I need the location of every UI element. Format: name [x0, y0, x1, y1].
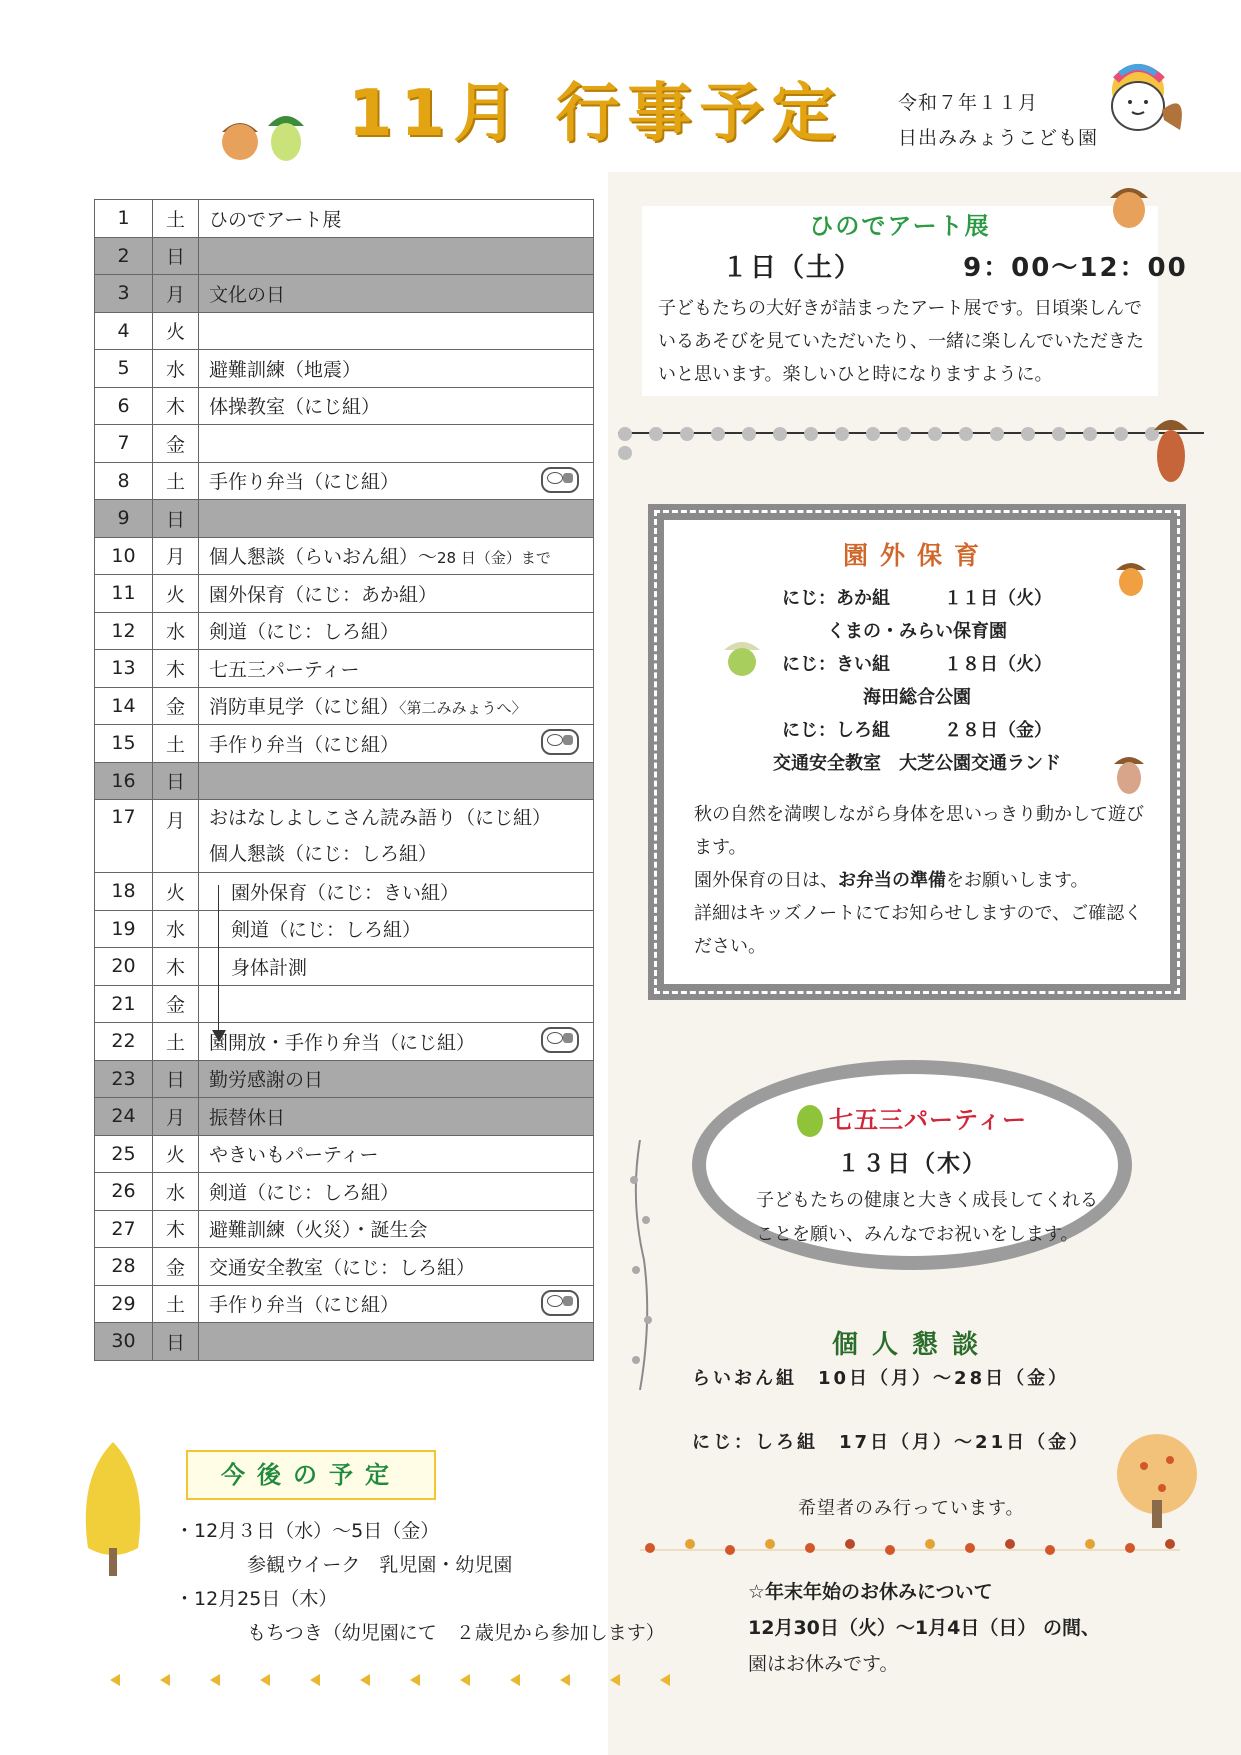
acorn-icon — [1114, 556, 1148, 596]
calendar-event-text: 避難訓練（地震） — [209, 358, 362, 381]
calendar-day: 11 — [95, 575, 153, 613]
calendar-event — [199, 1285, 594, 1323]
calendar-event — [199, 1323, 594, 1361]
calendar-weekday: 金 — [153, 985, 199, 1023]
calendar-event-text-2: 個人懇談（にじ：しろ組） — [209, 843, 438, 865]
calendar-row — [95, 985, 594, 1023]
bento-box-icon — [541, 467, 579, 493]
calendar-day: 14 — [95, 687, 153, 725]
calendar-event — [199, 725, 594, 763]
calendar-row — [95, 800, 594, 873]
calendar-weekday: 水 — [153, 910, 199, 948]
calendar-event-text: 剣道（にじ：しろ組） — [209, 1181, 400, 1204]
calendar-day: 28 — [95, 1248, 153, 1286]
acorn-icon — [1112, 750, 1146, 794]
calendar-event-text: 園外保育（にじ：きい組） — [231, 881, 460, 904]
calendar-event-text: 交通安全教室（にじ：しろ組） — [209, 1256, 476, 1279]
year-end-dates: 12月30日（火）～1月4日（日） — [748, 1617, 1037, 1639]
calendar-weekday: 土 — [153, 1023, 199, 1061]
calendar-event-text: 園開放・手作り弁当（にじ組） — [209, 1031, 476, 1054]
arrow-line — [218, 885, 219, 1033]
calendar-event-text: 個人懇談（らいおん組）～ — [209, 546, 438, 569]
calendar-weekday: 月 — [153, 275, 199, 313]
calendar-event-text: 七五三パーティー — [209, 658, 360, 681]
calendar-event-text: ひのでアート展 — [209, 208, 342, 231]
calendar-day: 22 — [95, 1023, 153, 1061]
future-plans-heading: 今後の予定 — [186, 1450, 436, 1500]
calendar-event-text: 消防車見学（にじ組） — [209, 696, 400, 719]
calendar-day: 25 — [95, 1135, 153, 1173]
calendar-day: 20 — [95, 948, 153, 986]
calendar-weekday: 月 — [153, 537, 199, 575]
calendar-day: 26 — [95, 1173, 153, 1211]
calendar-day: 3 — [95, 275, 153, 313]
calendar-event — [199, 1098, 594, 1136]
calendar-weekday: 日 — [153, 762, 199, 800]
calendar-weekday: 木 — [153, 1210, 199, 1248]
calendar-row — [95, 687, 594, 725]
calendar-weekday: 火 — [153, 575, 199, 613]
calendar-row — [95, 1173, 594, 1211]
calendar-event — [199, 425, 594, 463]
calendar-event-text: 振替休日 — [209, 1106, 286, 1129]
calendar-event — [199, 350, 594, 388]
outing-text-2a: 園外保育の日は、 — [694, 870, 838, 891]
calendar-day: 23 — [95, 1060, 153, 1098]
calendar-row — [95, 1323, 594, 1361]
calendar-row — [95, 762, 594, 800]
bento-box-icon — [541, 729, 579, 755]
calendar-event-text: 手作り弁当（にじ組） — [209, 733, 400, 756]
calendar-day: 21 — [95, 985, 153, 1023]
art-heading: ひのでアート展 — [809, 212, 991, 240]
calendar-row — [95, 873, 594, 911]
calendar-event-text: 文化の日 — [209, 283, 286, 306]
calendar-event-text: 勤労感謝の日 — [209, 1069, 324, 1092]
calendar-event — [199, 873, 594, 911]
future-item-2-text: もちつき（幼児園にて ２歳児から参加します） — [247, 1622, 665, 1644]
calendar-event — [199, 650, 594, 688]
bento-box-icon — [541, 1027, 579, 1053]
calendar-row — [95, 425, 594, 463]
calendar-weekday: 日 — [153, 1060, 199, 1098]
calendar-row — [95, 200, 594, 238]
calendar-day: 24 — [95, 1098, 153, 1136]
shichigosan-date: １３日（木） — [837, 1151, 987, 1177]
conference-note: 希望者のみ行っています。 — [798, 1498, 1025, 1519]
future-item-1-date: ・12月３日（水）～5日（金） — [175, 1520, 440, 1542]
outing-line: 海田総合公園 — [863, 687, 971, 708]
calendar-event — [199, 1173, 594, 1211]
calendar-row — [95, 910, 594, 948]
calendar-row — [95, 725, 594, 763]
calendar-day: 18 — [95, 873, 153, 911]
shichigosan-description: 子どもたちの健康と大きく成長してくれることを願い、みんなでお祝いをします。 — [756, 1190, 1098, 1245]
calendar-event — [199, 237, 594, 275]
calendar-event — [199, 800, 594, 873]
calendar-row — [95, 1060, 594, 1098]
calendar-event-note: 28 日（金）まで — [437, 549, 551, 568]
acorn-icon — [1104, 176, 1154, 230]
calendar-weekday: 木 — [153, 650, 199, 688]
leaf-garland-icons — [640, 1534, 1180, 1564]
acorn-icon — [797, 1105, 823, 1137]
outing-line: 交通安全教室 大芝公園交通ランド — [773, 753, 1061, 774]
calendar-weekday: 金 — [153, 687, 199, 725]
art-description: 子どもたちの大好きが詰まったアート展です。日頃楽しんでいるあそびを見ていただいたり、一緒に楽しんでいただきたいと思います。楽しいひと時になりますように。 — [658, 298, 1144, 385]
calendar-row — [95, 948, 594, 986]
calendar-row — [95, 1248, 594, 1286]
ginkgo-garland — [104, 1670, 714, 1690]
calendar-weekday: 土 — [153, 200, 199, 238]
year-end-suffix: の間、 — [1042, 1617, 1100, 1639]
calendar-day: 13 — [95, 650, 153, 688]
calendar-day: 16 — [95, 762, 153, 800]
future-plans-list — [175, 1514, 665, 1650]
calendar-event-text: やきいもパーティー — [209, 1144, 379, 1167]
calendar-row — [95, 537, 594, 575]
calendar-row — [95, 462, 594, 500]
calendar-day: 12 — [95, 612, 153, 650]
calendar-event — [199, 537, 594, 575]
calendar-event — [199, 1135, 594, 1173]
ginkgo-tree-icon — [78, 1438, 148, 1578]
calendar-event-text: おはなしよしこさん読み語り（にじ組） — [209, 807, 552, 829]
calendar-event — [199, 312, 594, 350]
calendar-event — [199, 200, 594, 238]
art-date: １日（土） — [722, 253, 863, 283]
calendar-day: 9 — [95, 500, 153, 538]
calendar-day: 19 — [95, 910, 153, 948]
year-end-notice — [748, 1574, 1100, 1682]
conference-section — [832, 1324, 992, 1361]
calendar-event — [199, 1248, 594, 1286]
calendar-day: 27 — [95, 1210, 153, 1248]
art-datetime — [642, 247, 1188, 284]
calendar-row — [95, 650, 594, 688]
issue-date: 令和７年１１月 — [898, 92, 1039, 114]
calendar-row — [95, 1135, 594, 1173]
calendar-day: 5 — [95, 350, 153, 388]
art-exhibition-section — [642, 206, 1188, 396]
calendar-row — [95, 612, 594, 650]
calendar-event — [199, 1210, 594, 1248]
calendar-weekday: 土 — [153, 725, 199, 763]
calendar-event-text: 身体計測 — [231, 956, 308, 979]
outing-description — [694, 798, 1148, 963]
calendar-event-text: 手作り弁当（にじ組） — [209, 471, 400, 494]
issue-info — [898, 86, 1098, 156]
art-time: 9：00～12：00 — [963, 253, 1188, 283]
outing-section — [648, 504, 1186, 1000]
conference-heading: 個人懇談 — [832, 1330, 993, 1360]
calendar-day: 17 — [95, 800, 153, 873]
calendar-weekday: 水 — [153, 612, 199, 650]
outing-text-1: 秋の自然を満喫しながら身体を思いっきり動かして遊びます。 — [694, 804, 1144, 858]
calendar-day: 7 — [95, 425, 153, 463]
calendar-row — [95, 1285, 594, 1323]
calendar-row — [95, 275, 594, 313]
outing-text-2b: お弁当の準備 — [838, 870, 946, 891]
branch-icon — [620, 1140, 660, 1390]
calendar-event-text: 剣道（にじ：しろ組） — [209, 621, 400, 644]
calendar-event — [199, 612, 594, 650]
calendar-table — [94, 199, 594, 1361]
outing-line: にじ：しろ組 ２８日（金） — [782, 720, 1052, 741]
calendar-row — [95, 312, 594, 350]
calendar-weekday: 水 — [153, 350, 199, 388]
calendar-row — [95, 500, 594, 538]
calendar-weekday: 火 — [153, 1135, 199, 1173]
calendar-weekday: 火 — [153, 312, 199, 350]
bento-box-icon — [541, 1290, 579, 1316]
calendar-event — [199, 275, 594, 313]
calendar-day: 30 — [95, 1323, 153, 1361]
shichigosan-heading: 七五三パーティー — [706, 1100, 1118, 1137]
calendar-event — [199, 762, 594, 800]
calendar-event — [199, 948, 594, 986]
calendar-weekday: 月 — [153, 800, 199, 873]
conference-white-class: にじ：しろ組 17日（月）～21日（金） — [692, 1432, 1091, 1453]
calendar-row — [95, 1098, 594, 1136]
garland-dots — [618, 426, 1204, 440]
acorn-icon — [722, 632, 762, 676]
calendar-event — [199, 1060, 594, 1098]
acorn-icon — [1150, 410, 1192, 486]
mascot-icon — [1104, 60, 1192, 140]
year-end-closed: 園はお休みです。 — [748, 1653, 899, 1675]
calendar-day: 29 — [95, 1285, 153, 1323]
calendar-event-note: 〈第二みみょうへ〉 — [399, 699, 527, 718]
page-title: 11月 行事予定 — [348, 77, 844, 151]
outing-text-3: 詳細はキッズノートにてお知らせしますので、ご確認ください。 — [694, 903, 1143, 957]
calendar-day: 8 — [95, 462, 153, 500]
calendar-row — [95, 350, 594, 388]
calendar-event — [199, 575, 594, 613]
calendar-day: 4 — [95, 312, 153, 350]
calendar-event — [199, 462, 594, 500]
calendar-weekday: 日 — [153, 237, 199, 275]
year-end-heading: ☆年末年始のお休みについて — [748, 1581, 993, 1603]
calendar-weekday: 土 — [153, 462, 199, 500]
future-item-1-text: 参観ウイーク 乳児園・幼児園 — [247, 1554, 513, 1576]
calendar-row — [95, 387, 594, 425]
calendar-day: 10 — [95, 537, 153, 575]
calendar-weekday: 水 — [153, 1173, 199, 1211]
calendar-weekday: 月 — [153, 1098, 199, 1136]
autumn-tree-icon — [1104, 1430, 1210, 1530]
calendar-day: 15 — [95, 725, 153, 763]
arrow-down-icon — [212, 1030, 226, 1042]
outing-line: にじ：あか組 １１日（火） — [782, 588, 1052, 609]
calendar-event-text: 避難訓練（火災）・誕生会 — [209, 1219, 428, 1242]
calendar-event — [199, 500, 594, 538]
calendar-event-text: 手作り弁当（にじ組） — [209, 1294, 400, 1317]
calendar-event — [199, 910, 594, 948]
calendar-weekday: 火 — [153, 873, 199, 911]
outing-line: くまの・みらい保育園 — [827, 621, 1007, 642]
school-name: 日出みみょうこども園 — [898, 127, 1099, 149]
outing-line: にじ：きい組 １８日（火） — [782, 654, 1052, 675]
calendar-event-text: 剣道（にじ：しろ組） — [231, 919, 422, 942]
calendar-weekday: 木 — [153, 948, 199, 986]
acorn-icons — [216, 102, 312, 162]
shichigosan-section — [692, 1060, 1132, 1270]
calendar-event — [199, 687, 594, 725]
calendar-weekday: 土 — [153, 1285, 199, 1323]
conference-lion-class: らいおん組 10日（月）～28日（金） — [692, 1368, 1070, 1389]
outing-text-2c: をお願いします。 — [946, 870, 1089, 891]
calendar-day: 1 — [95, 200, 153, 238]
calendar-weekday: 日 — [153, 1323, 199, 1361]
outing-heading: 園外保育 — [842, 541, 991, 570]
calendar-weekday: 金 — [153, 425, 199, 463]
calendar-row — [95, 575, 594, 613]
calendar-event — [199, 985, 594, 1023]
calendar-event-text: 体操教室（にじ組） — [209, 396, 381, 419]
future-item-2-date: ・12月25日（木） — [175, 1588, 338, 1610]
calendar-weekday: 日 — [153, 500, 199, 538]
calendar-event — [199, 1023, 594, 1061]
calendar-row — [95, 237, 594, 275]
calendar-weekday: 木 — [153, 387, 199, 425]
calendar-row — [95, 1210, 594, 1248]
calendar-row — [95, 1023, 594, 1061]
calendar-day: 6 — [95, 387, 153, 425]
outing-schedule — [664, 582, 1170, 780]
calendar-event — [199, 387, 594, 425]
calendar-event-text: 園外保育（にじ：あか組） — [209, 583, 438, 606]
calendar-day: 2 — [95, 237, 153, 275]
calendar-weekday: 金 — [153, 1248, 199, 1286]
